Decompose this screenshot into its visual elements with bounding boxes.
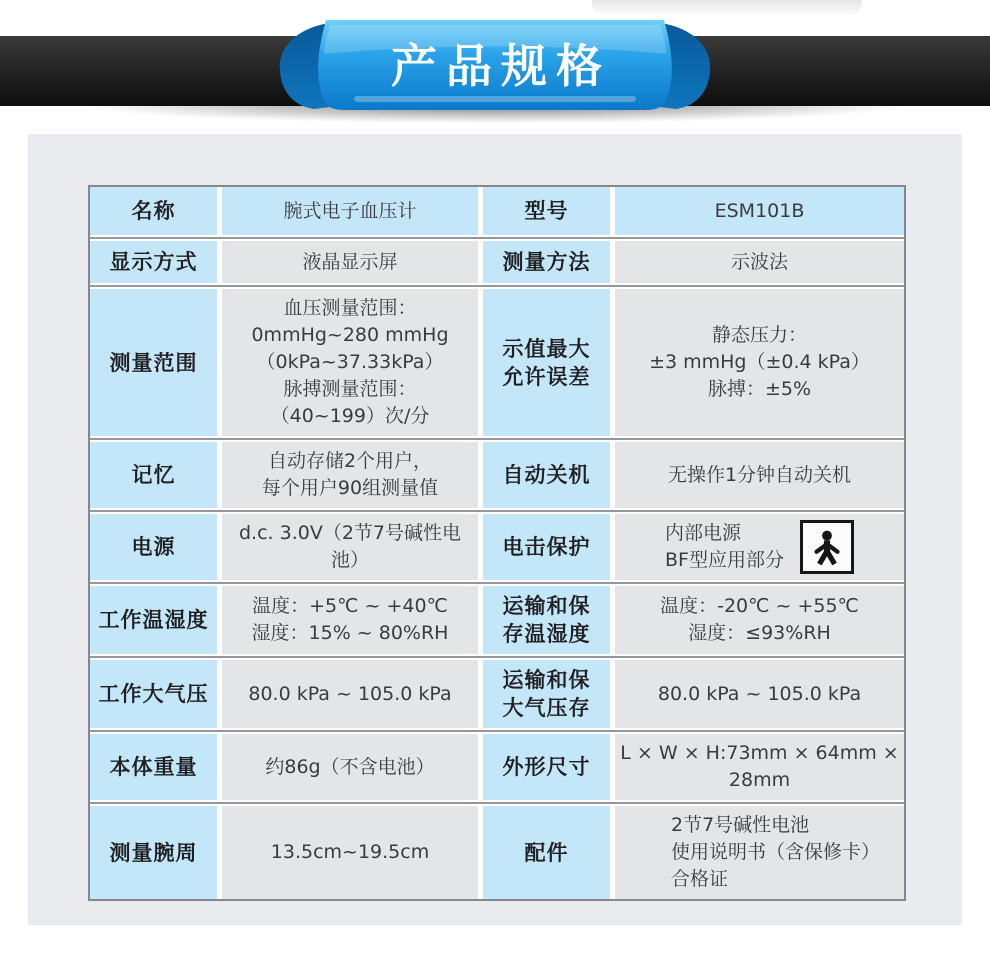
title-ribbon <box>268 16 722 114</box>
value-line: 2节7号碱性电池 <box>671 814 810 836</box>
label-text: 电击保护 <box>502 535 591 559</box>
value-text: 约86g（不含电池） <box>265 755 435 778</box>
value-text: 腕式电子血压计 <box>283 199 417 222</box>
spec-label-working-temp <box>90 586 217 654</box>
label-line: 运输和保 <box>502 668 591 692</box>
value-text: L × W × H:73mm × 64mm × 28mm <box>620 742 899 791</box>
table-row-temp-humidity <box>90 586 904 654</box>
label-text: 测量范围 <box>109 350 198 375</box>
value-text: d.c. 3.0V（2节7号碱性电池） <box>238 522 462 571</box>
spec-label-memory <box>90 442 217 508</box>
spec-label-auto-off <box>483 442 610 508</box>
spec-label-method <box>483 241 610 283</box>
value-text: 示波法 <box>730 250 788 273</box>
person-glyph <box>808 528 846 566</box>
value-line: 湿度：≤93%RH <box>688 622 831 644</box>
label-text: 型号 <box>524 199 569 223</box>
spec-label-range <box>90 289 217 436</box>
spec-value-product-name <box>222 187 478 235</box>
spec-table <box>88 185 906 901</box>
spec-label-name <box>90 187 217 235</box>
page-title: 产品规格 <box>391 39 611 93</box>
spec-label-max-error <box>483 289 610 436</box>
value-text: 液晶显示屏 <box>302 250 398 273</box>
value-text: 80.0 kPa ~ 105.0 kPa <box>248 682 452 705</box>
shock-protection-text <box>665 520 784 574</box>
spec-label-wrist-size <box>90 806 217 899</box>
spec-label-power <box>90 514 217 580</box>
spec-label-accessories <box>483 806 610 899</box>
value-line: 内部电源 <box>665 522 742 544</box>
spec-value-weight <box>222 734 478 800</box>
value-line: （40~199）次/分 <box>270 405 430 427</box>
spec-label-storage-temp <box>483 586 610 654</box>
value-line: ±3 mmHg（±0.4 kPa） <box>649 351 870 373</box>
label-line: 存温湿度 <box>502 622 591 646</box>
spec-value-working-temp <box>222 586 478 654</box>
label-text: 工作大气压 <box>98 682 209 706</box>
label-text: 自动关机 <box>502 463 591 487</box>
value-line: 每个用户90组测量值 <box>261 477 439 499</box>
label-text: 电源 <box>131 535 176 559</box>
value-line: 温度：-20℃ ~ +55℃ <box>660 595 859 617</box>
label-text: 工作温湿度 <box>98 608 209 632</box>
value-line: BF型应用部分 <box>665 549 784 571</box>
table-row-memory-autopower <box>90 442 904 508</box>
value-line: 脉搏测量范围： <box>283 378 417 400</box>
value-line: 温度：+5℃ ~ +40℃ <box>252 595 448 617</box>
label-text: 记忆 <box>131 463 176 487</box>
table-row-range-error <box>90 289 904 436</box>
label-text: 测量腕周 <box>109 840 198 865</box>
table-row-display-method <box>90 241 904 283</box>
label-text: 配件 <box>524 840 569 865</box>
table-row-weight-size <box>90 734 904 800</box>
value-text: 13.5cm~19.5cm <box>270 841 430 863</box>
spec-value-power <box>222 514 478 580</box>
spec-label-display <box>90 241 217 283</box>
label-text: 外形尺寸 <box>502 755 591 779</box>
value-line: 脉搏：±5% <box>707 378 812 400</box>
label-text: 本体重量 <box>109 755 198 779</box>
value-text: ESM101B <box>714 199 805 222</box>
spec-value-dimensions <box>615 734 904 800</box>
top-decorative-arc <box>592 0 862 15</box>
value-line: （0kPa~37.33kPa） <box>256 351 444 373</box>
spec-value-wrist-size <box>222 806 478 899</box>
value-line: 湿度：15% ~ 80%RH <box>251 622 449 644</box>
spec-value-range <box>222 289 478 436</box>
spec-value-storage-pressure <box>615 660 904 728</box>
label-line: 运输和保 <box>502 594 591 618</box>
spec-value-method <box>615 241 904 283</box>
bf-applied-part-icon <box>800 520 854 574</box>
value-line: 静态压力： <box>711 324 807 346</box>
label-text: 名称 <box>131 199 176 223</box>
label-text: 显示方式 <box>109 250 198 274</box>
value-line: 使用说明书（含保修卡） <box>671 841 881 863</box>
spec-value-storage-temp <box>615 586 904 654</box>
value-text: 无操作1分钟自动关机 <box>667 463 852 486</box>
spec-value-accessories <box>615 806 904 899</box>
label-line: 大气压存 <box>502 696 591 720</box>
spec-value-memory <box>222 442 478 508</box>
value-line: 0mmHg~280 mmHg <box>251 324 449 346</box>
spec-label-dimensions <box>483 734 610 800</box>
table-row-power-shock <box>90 514 904 580</box>
spec-label-weight <box>90 734 217 800</box>
spec-value-working-pressure <box>222 660 478 728</box>
label-text: 测量方法 <box>502 250 591 274</box>
spec-value-auto-off <box>615 442 904 508</box>
spec-label-shock-protection <box>483 514 610 580</box>
ribbon-bottom-highlight <box>354 96 636 102</box>
value-line: 血压测量范围： <box>283 297 417 319</box>
label-line: 示值最大 <box>502 336 591 361</box>
table-row-name-model <box>90 187 904 235</box>
spec-value-model <box>615 187 904 235</box>
spec-label-model <box>483 187 610 235</box>
spec-label-working-pressure <box>90 660 217 728</box>
value-text: 80.0 kPa ~ 105.0 kPa <box>657 682 862 705</box>
spec-value-display <box>222 241 478 283</box>
value-line: 自动存储2个用户， <box>267 450 433 472</box>
spec-value-max-error <box>615 289 904 436</box>
table-row-wrist-accessories <box>90 806 904 899</box>
spec-label-storage-pressure <box>483 660 610 728</box>
table-row-pressure <box>90 660 904 728</box>
value-line: 合格证 <box>671 868 729 890</box>
label-line: 允许误差 <box>502 364 591 389</box>
spec-value-shock-protection <box>615 514 904 580</box>
